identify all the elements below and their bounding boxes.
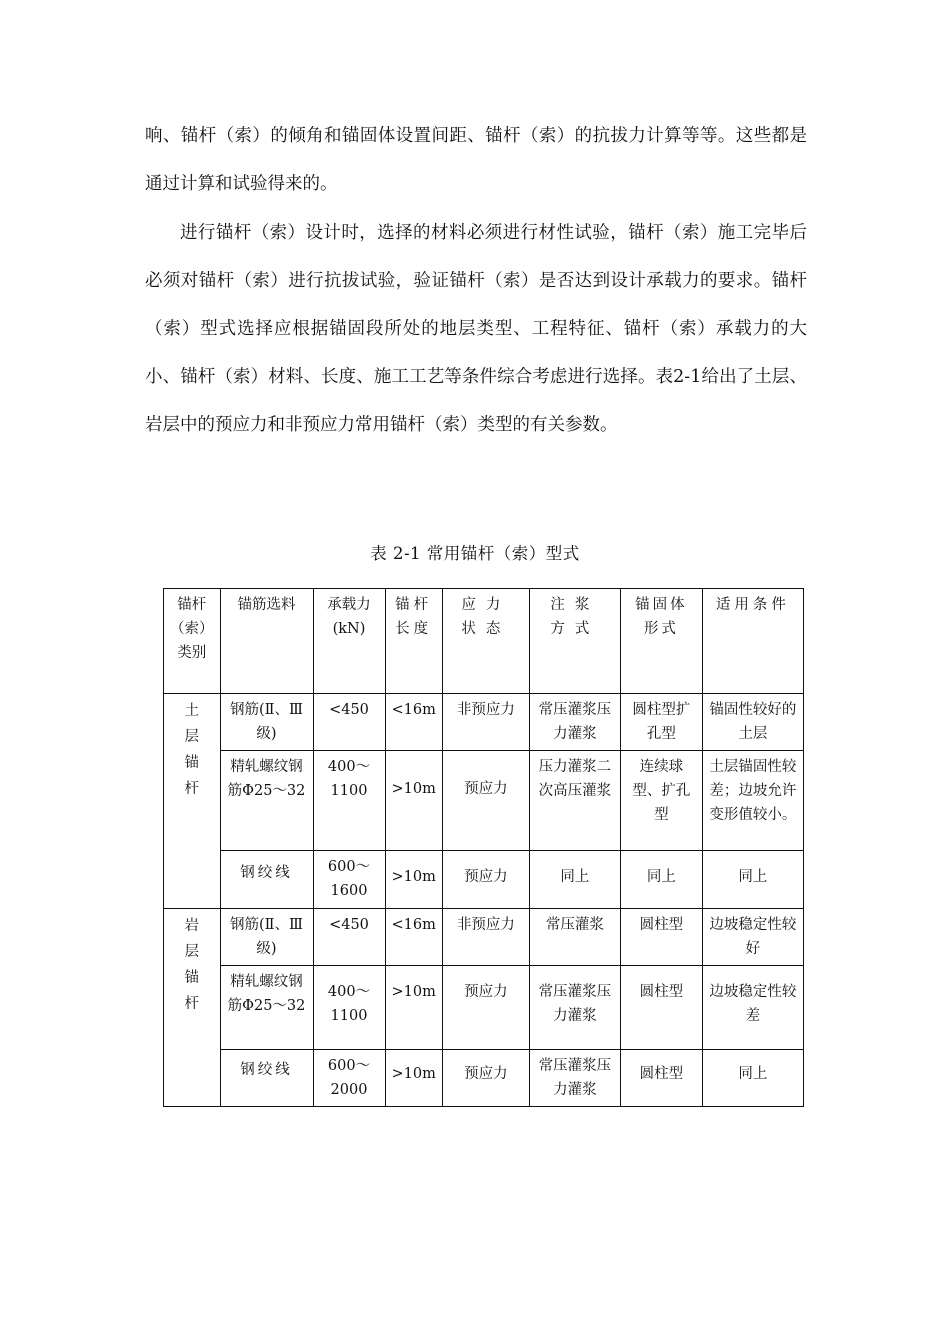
table-cell: >10m (385, 751, 442, 851)
table-cell: 压力灌浆二次高压灌浆 (529, 751, 620, 851)
table-row (164, 751, 804, 851)
table-cell: 同上 (702, 1050, 803, 1107)
paragraph-anchor-design: 进行锚杆（索）设计时，选择的材料必须进行材性试验，锚杆（索）施工完毕后必须对锚杆（索）进行抗拔试验，验证锚杆（索）是否达到设计承载力的要求。锚杆（索）型式选择应根据锚固段所处的地层类型、工程特征、锚杆（索）承载力的大小、锚杆（索）材料、长度、施工工艺等条件综合考虑进行选择。表2-1给出了土层、岩层中的预应力和非预应力常用锚杆（索）类型的有关参数。 (145, 223, 807, 435)
table-cell: 同上 (620, 851, 702, 909)
table-cell: 精轧螺纹钢筋Φ25～32 (220, 751, 313, 851)
table-cell: 600～2000 (313, 1050, 385, 1107)
table-cell: 常压灌浆压力灌浆 (529, 1050, 620, 1107)
table-cell: <16m (385, 694, 442, 751)
table-cell: 精轧螺纹钢筋Φ25～32 (220, 966, 313, 1050)
table-row (164, 909, 804, 966)
category-cell-soil: 土层锚杆 (164, 694, 221, 909)
anchor-type-table (163, 588, 804, 1107)
header-cell: 锚杆长度 (385, 589, 442, 694)
table-cell: >10m (385, 851, 442, 909)
table-cell: 钢绞线 (220, 851, 313, 909)
table-cell: 圆柱型扩孔型 (620, 694, 702, 751)
table-cell: 400～1100 (313, 751, 385, 851)
paragraph-continued: 响、锚杆（索）的倾角和锚固体设置间距、锚杆（索）的抗拔力计算等等。这些都是通过计算和试验得来的。 (145, 126, 807, 194)
table-cell: <450 (313, 694, 385, 751)
table-cell: 圆柱型 (620, 966, 702, 1050)
table-cell: 常压灌浆 (529, 909, 620, 966)
table-cell: >10m (385, 1050, 442, 1107)
table-cell: 同上 (529, 851, 620, 909)
table-caption: 表 2-1 常用锚杆（索）型式 (370, 544, 580, 563)
table-cell: 圆柱型 (620, 909, 702, 966)
table-cell: 边坡稳定性较好 (702, 909, 803, 966)
table-cell: 边坡稳定性较差 (702, 966, 803, 1050)
header-cell: 锚固体形式 (620, 589, 702, 694)
table-row (164, 851, 804, 909)
table-cell: 常压灌浆压力灌浆 (529, 966, 620, 1050)
table-cell: 预应力 (442, 851, 529, 909)
table-cell: 土层锚固性较差；边坡允许变形值较小。 (702, 751, 803, 851)
header-cell: 锚杆（索）类别 (164, 589, 221, 694)
table-cell: 400～1100 (313, 966, 385, 1050)
table-cell: 预应力 (442, 1050, 529, 1107)
table-cell: 非预应力 (442, 909, 529, 966)
header-cell: 适用条件 (702, 589, 803, 694)
header-cell: 应力状态 (442, 589, 529, 694)
table-cell: 预应力 (442, 751, 529, 851)
header-cell: 注浆方式 (529, 589, 620, 694)
category-cell-rock: 岩层锚杆 (164, 909, 221, 1107)
table-cell: <450 (313, 909, 385, 966)
header-cell: 承载力(kN) (313, 589, 385, 694)
table-cell: 钢筋(Ⅱ、Ⅲ级) (220, 909, 313, 966)
table-cell: 常压灌浆压力灌浆 (529, 694, 620, 751)
table-row (164, 966, 804, 1050)
table-cell: <16m (385, 909, 442, 966)
table-cell: 钢筋(Ⅱ、Ⅲ级) (220, 694, 313, 751)
table-row (164, 1050, 804, 1107)
table-cell: 非预应力 (442, 694, 529, 751)
table-cell: >10m (385, 966, 442, 1050)
table-cell: 同上 (702, 851, 803, 909)
table-header-row (164, 589, 804, 694)
table-cell: 600～1600 (313, 851, 385, 909)
table-cell: 预应力 (442, 966, 529, 1050)
table-row (164, 694, 804, 751)
table-cell: 锚固性较好的土层 (702, 694, 803, 751)
table-cell: 连续球型、扩孔型 (620, 751, 702, 851)
header-cell: 锚筋选料 (220, 589, 313, 694)
table-cell: 圆柱型 (620, 1050, 702, 1107)
table-cell: 钢绞线 (220, 1050, 313, 1107)
